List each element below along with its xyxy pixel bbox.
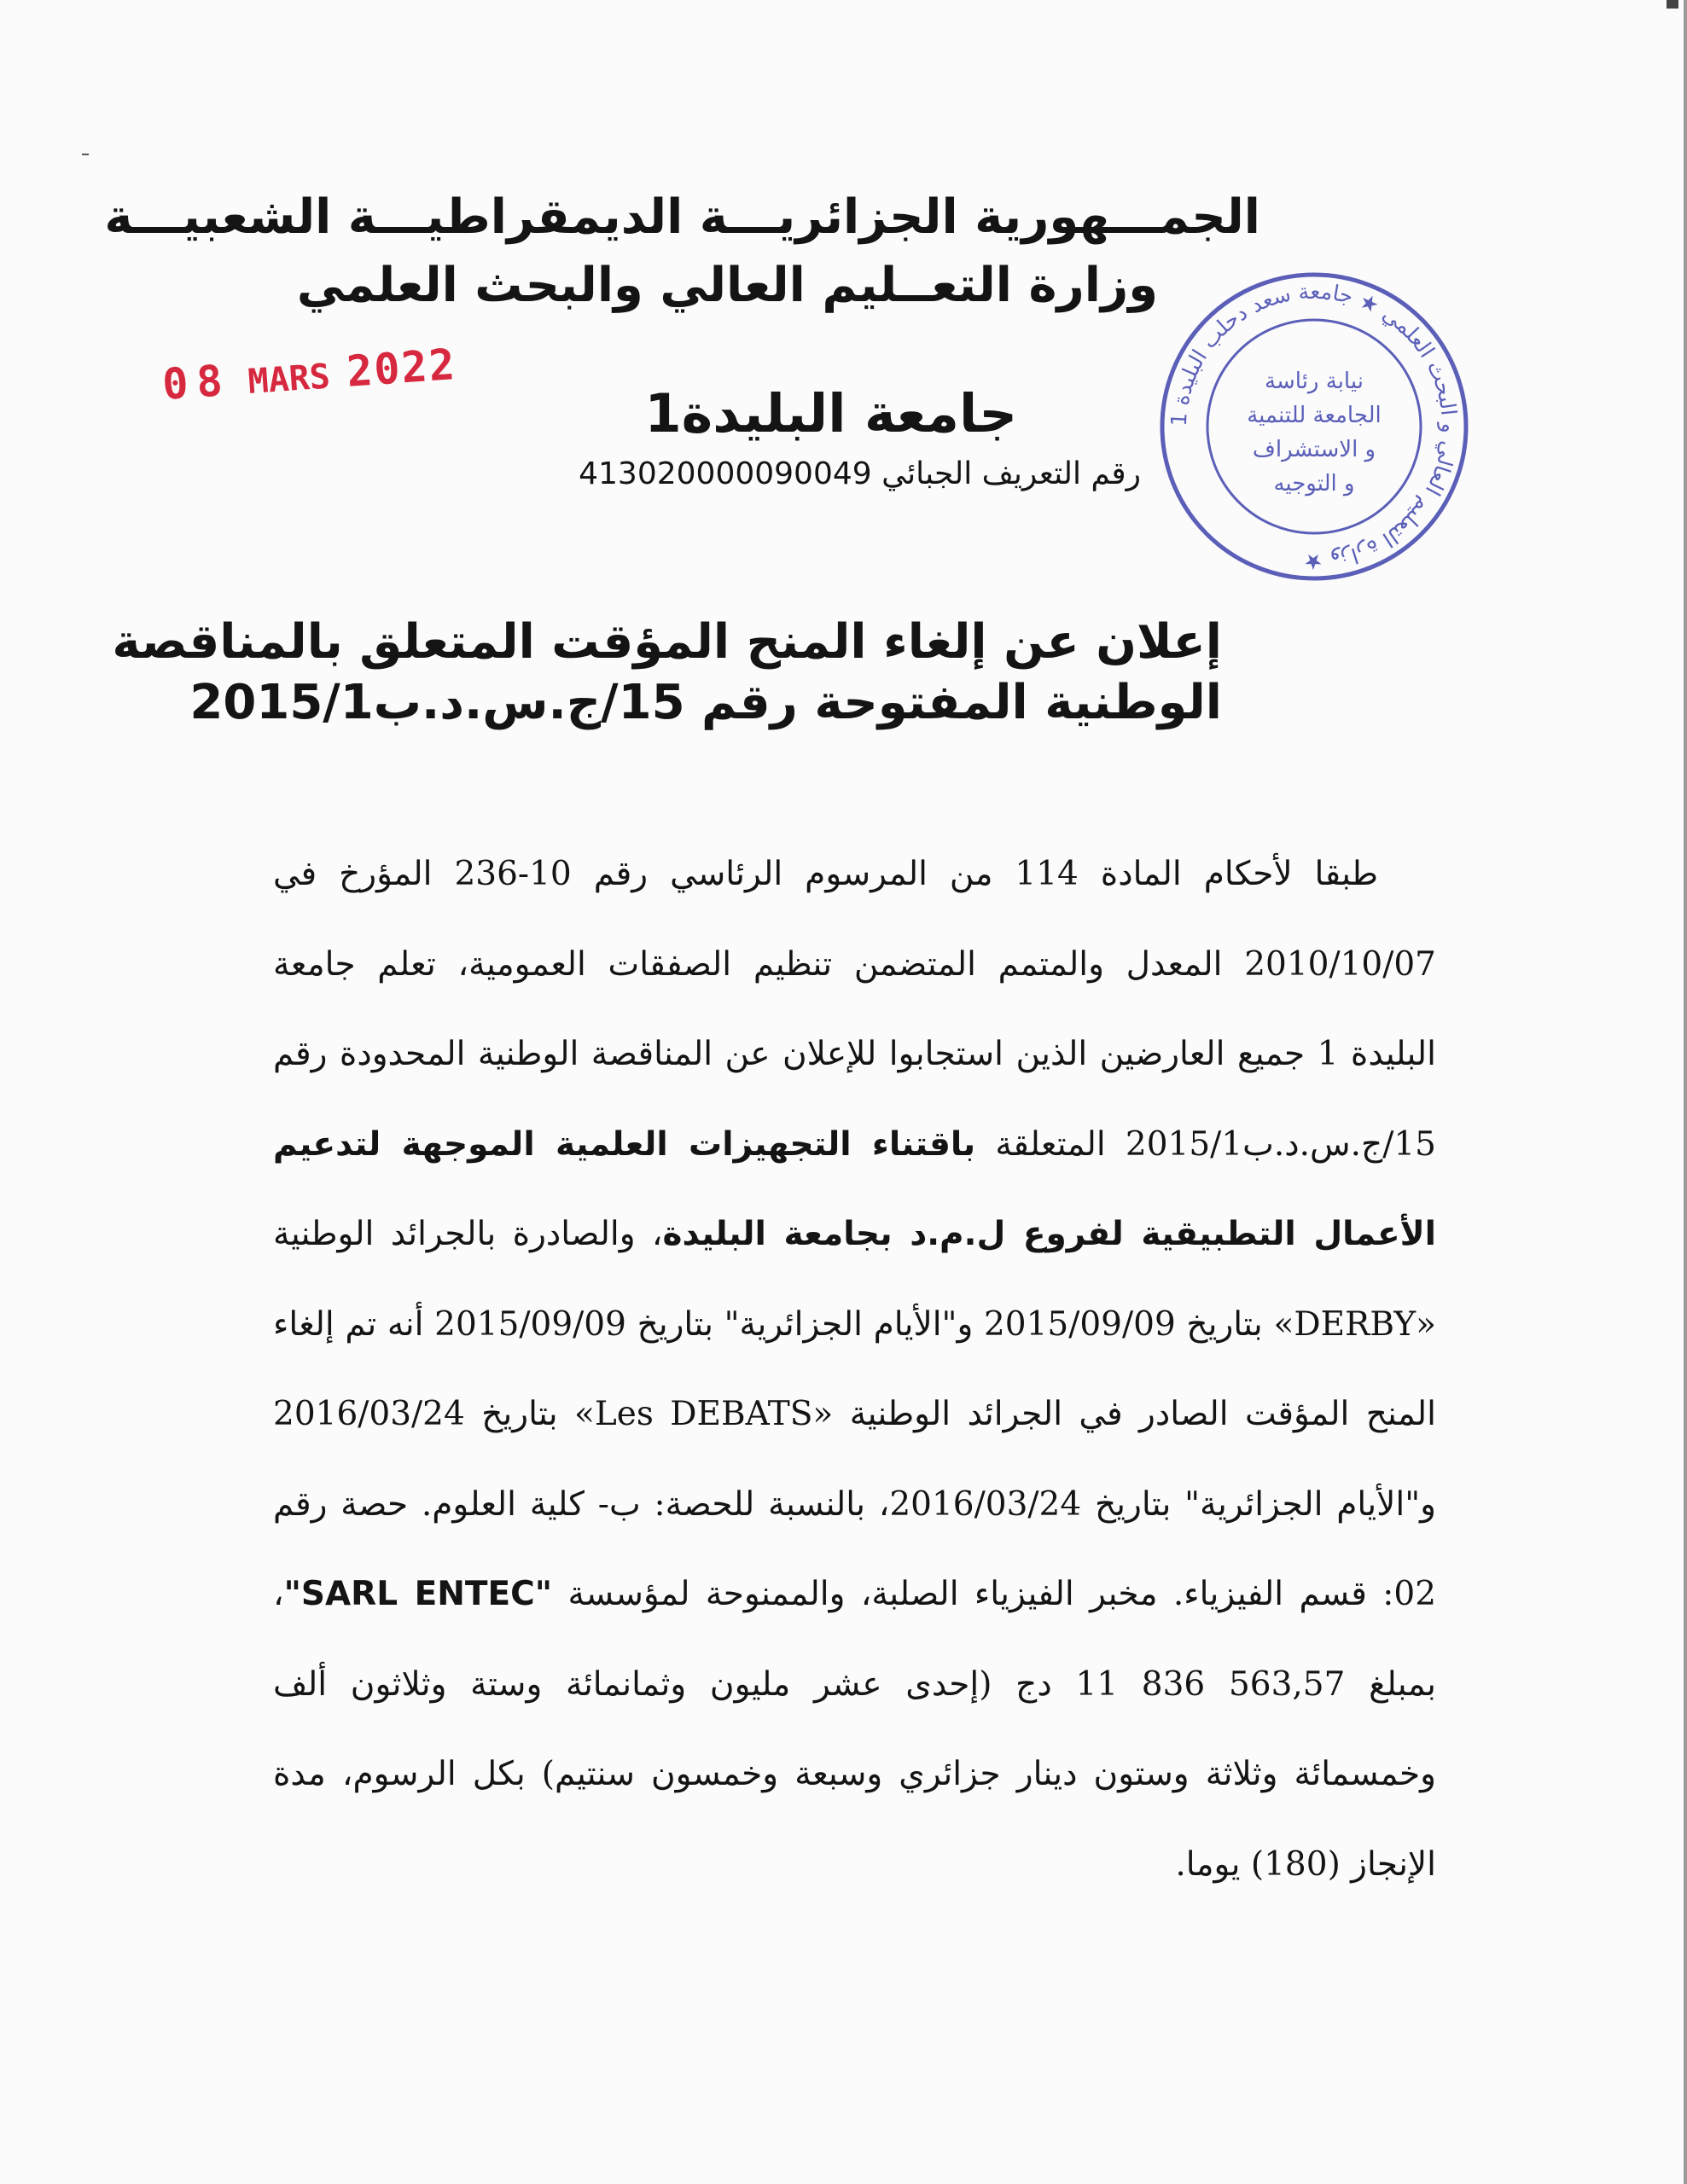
seal-inner-line-1: نيابة رئاسة <box>1265 369 1364 394</box>
official-seal <box>1156 269 1472 584</box>
university-name: جامعة البليدة1 <box>644 382 1017 444</box>
body-text-3: ، بمبلغ <box>273 1575 1436 1704</box>
seal-inner-line-2: الجامعة للتنمية <box>1247 403 1382 428</box>
body-text-1: طبقا لأحكام المادة 114 من المرسوم الرئاسي رقم 10-236 المؤرخ في 2010/10/07 المعدل والمتمم المتضمن تنظيم الصفقات العمومية، تعلم جامعة البليدة 1 جميع العارضين الذين استجابوا للإعلان عن المناقصة الوطنية المحدودة رقم 15/ج.س.د.ب2015/1 المتعلقة <box>273 855 1437 1164</box>
tax-id-label: رقم التعريف الجبائي <box>881 456 1141 491</box>
page-edge <box>1684 0 1687 2184</box>
body-paragraph <box>273 829 1436 1909</box>
body-bold-company: "SARL ENTEC" <box>283 1575 553 1613</box>
body-amount: 11 836 563,57 <box>1075 1664 1346 1704</box>
body-bold-subject: باقتناء التجهيزات العلمية الموجهة لتدعيم الأعمال التطبيقية لفروع ل.م.د بجامعة البليدة <box>273 1124 1436 1253</box>
seal-inner-line-4: و التوجيه <box>1273 471 1355 497</box>
date-stamp-year: 2022 <box>345 340 458 397</box>
body-text-2: ، والصادرة بالجرائد الوطنية «DERBY» بتاريخ 2015/09/09 و"الأيام الجزائرية" بتاريخ 2015/09/09 أنه تم إلغاء المنح المؤقت الصادر في الجرائد الوطنية «Les DEBATS» بتاريخ 2016/03/24 و"الأيام الجزائرية" بتاريخ 2016/03/24، بالنسبة للحصة: ب- كلية العلوم. حصة رقم 02: قسم الفيزياء. مخبر الفيزياء الصلبة، والممنوحة لمؤسسة <box>273 1215 1437 1613</box>
seal-inner-line-3: و الاستشراف <box>1252 437 1376 462</box>
seal-outer-text: وزارة التعليم العالي و البحث العلمي ★ جامعة سعد دحلب البليدة 1 ★ <box>1166 278 1463 575</box>
corner-mark <box>1667 0 1678 9</box>
date-stamp-day: 08 <box>160 355 233 410</box>
ministry-heading: وزارة التعــليم العالي والبحث العلمي <box>296 258 1158 313</box>
republic-heading: الجمـــهورية الجزائريـــة الديمقراطيـــة الشعبيـــة <box>104 189 1260 245</box>
scan-speck <box>82 154 89 155</box>
date-stamp-month: MARS <box>247 357 332 402</box>
announcement-title-line-1: إعلان عن إلغاء المنح المؤقت المتعلق بالمناقصة <box>112 614 1222 670</box>
body-text-4: دج (إحدى عشر مليون وثمانمائة وستة وثلاثون ألف وخمسمائة وثلاثة وستون دينار جزائري وسبعة وخمسون سنتيم) بكل الرسوم، مدة الإنجاز (180) يوما. <box>273 1664 1436 1884</box>
tax-id-value: 413020000090049 <box>579 456 872 491</box>
tax-id <box>579 456 1141 491</box>
announcement-title-line-2: الوطنية المفتوحة رقم 15/ج.س.د.ب2015/1 <box>189 675 1222 730</box>
announcement-body <box>273 829 1436 1909</box>
date-stamp <box>160 340 457 410</box>
